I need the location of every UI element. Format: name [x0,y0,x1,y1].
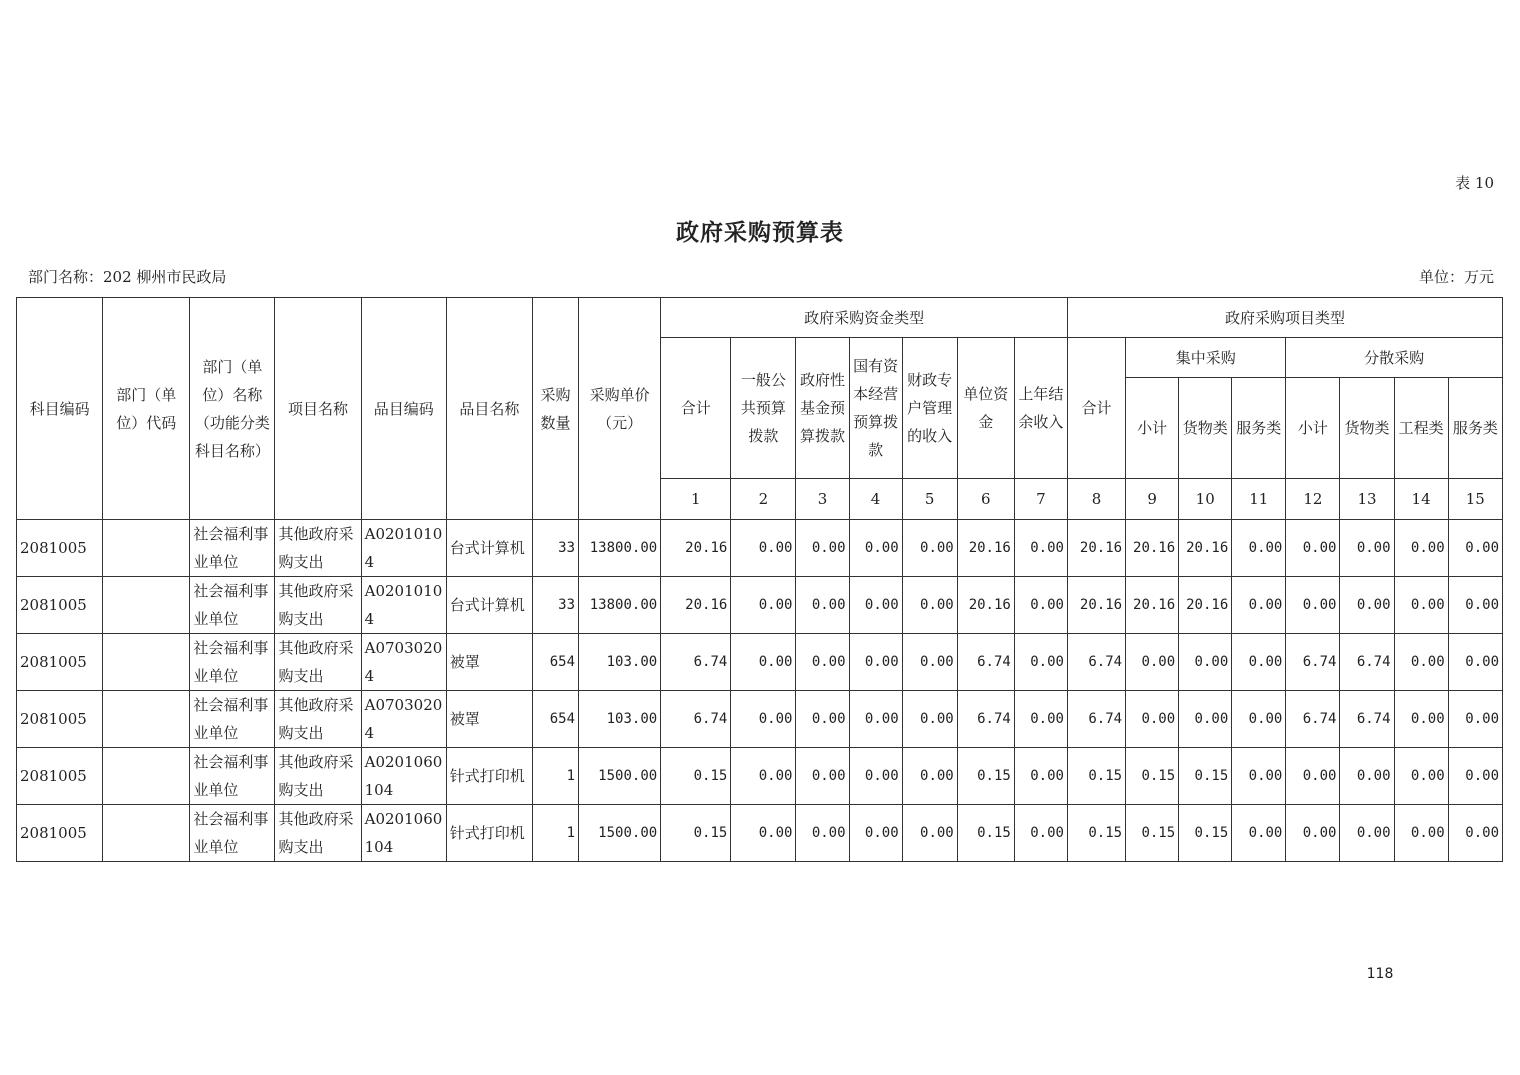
cell-col-2: 0.00 [731,634,796,691]
cell-col-15: 0.00 [1448,634,1502,691]
cell-col-1: 20.16 [661,520,731,577]
column-number: 3 [796,479,849,520]
table-header [17,298,1503,520]
cell-col-12: 0.00 [1286,805,1340,862]
cell-col-2: 0.00 [731,691,796,748]
cell-dept-name: 社会福利事业单位 [190,805,275,862]
header-dept-name: 部门（单位）名称（功能分类科目名称） [190,298,275,520]
cell-quantity: 33 [532,577,578,634]
cell-col-9: 0.00 [1126,691,1179,748]
cell-item-code: A02010104 [361,577,446,634]
cell-col-3: 0.00 [796,691,849,748]
cell-col-7: 0.00 [1014,634,1067,691]
cell-dept-code [103,748,190,805]
cell-col-5: 0.00 [902,748,957,805]
cell-col-5: 0.00 [902,577,957,634]
cell-col-2: 0.00 [731,748,796,805]
cell-col-14: 0.00 [1394,805,1448,862]
cell-col-13: 0.00 [1340,577,1394,634]
cell-col-7: 0.00 [1014,520,1067,577]
cell-col-5: 0.00 [902,634,957,691]
cell-item-name: 被罩 [446,691,532,748]
cell-item-code: A0201060104 [361,805,446,862]
column-number: 10 [1179,479,1232,520]
header-dispersed-service: 服务类 [1448,378,1502,479]
cell-col-15: 0.00 [1448,577,1502,634]
cell-subject-code: 2081005 [17,634,103,691]
cell-col-8: 20.16 [1067,520,1125,577]
cell-col-12: 0.00 [1286,520,1340,577]
cell-col-7: 0.00 [1014,691,1067,748]
unit-label: 单位：万元 [1418,268,1494,286]
cell-col-7: 0.00 [1014,748,1067,805]
header-dispersed-engineering: 工程类 [1394,378,1448,479]
column-number: 5 [902,479,957,520]
cell-dept-name: 社会福利事业单位 [190,520,275,577]
header-central-group: 集中采购 [1126,338,1286,378]
cell-item-code: A07030204 [361,691,446,748]
header-central-service: 服务类 [1232,378,1286,479]
cell-col-15: 0.00 [1448,805,1502,862]
header-fund-total: 合计 [661,338,731,479]
cell-col-8: 20.16 [1067,577,1125,634]
cell-col-4: 0.00 [849,691,902,748]
cell-col-14: 0.00 [1394,634,1448,691]
cell-dept-code [103,577,190,634]
cell-item-name: 台式计算机 [446,577,532,634]
column-number: 7 [1014,479,1067,520]
column-number: 1 [661,479,731,520]
cell-col-4: 0.00 [849,634,902,691]
cell-col-8: 6.74 [1067,691,1125,748]
header-unit-price: 采购单价（元） [579,298,661,520]
cell-col-13: 0.00 [1340,748,1394,805]
page-number: 118 [1366,966,1394,982]
cell-unit-price: 1500.00 [579,805,661,862]
table-row [17,520,1503,577]
cell-col-15: 0.00 [1448,748,1502,805]
cell-col-4: 0.00 [849,748,902,805]
header-state-capital: 国有资本经营预算拨款 [849,338,902,479]
table-row [17,577,1503,634]
header-project-type-group: 政府采购项目类型 [1067,298,1502,338]
cell-col-6: 6.74 [957,634,1014,691]
cell-dept-name: 社会福利事业单位 [190,691,275,748]
cell-col-9: 0.15 [1126,748,1179,805]
cell-col-3: 0.00 [796,520,849,577]
cell-project-name: 其他政府采购支出 [275,805,361,862]
header-last-year-balance: 上年结余收入 [1014,338,1067,479]
cell-unit-price: 13800.00 [579,577,661,634]
cell-quantity: 1 [532,805,578,862]
header-dispersed-group: 分散采购 [1286,338,1503,378]
cell-subject-code: 2081005 [17,748,103,805]
cell-col-8: 6.74 [1067,634,1125,691]
cell-col-11: 0.00 [1232,577,1286,634]
cell-dept-name: 社会福利事业单位 [190,634,275,691]
cell-project-name: 其他政府采购支出 [275,634,361,691]
header-special-account: 财政专户管理的收入 [902,338,957,479]
cell-col-6: 20.16 [957,520,1014,577]
cell-col-11: 0.00 [1232,520,1286,577]
cell-col-13: 6.74 [1340,691,1394,748]
cell-col-4: 0.00 [849,577,902,634]
cell-col-6: 20.16 [957,577,1014,634]
cell-unit-price: 103.00 [579,634,661,691]
cell-unit-price: 103.00 [579,691,661,748]
cell-col-5: 0.00 [902,691,957,748]
cell-col-9: 20.16 [1126,520,1179,577]
cell-col-6: 0.15 [957,805,1014,862]
cell-dept-code [103,805,190,862]
column-number: 8 [1067,479,1125,520]
cell-item-name: 针式打印机 [446,805,532,862]
table-number: 表 10 [1455,174,1494,192]
column-number: 11 [1232,479,1286,520]
cell-dept-name: 社会福利事业单位 [190,748,275,805]
table-row [17,634,1503,691]
cell-col-1: 6.74 [661,691,731,748]
cell-col-10: 20.16 [1179,520,1232,577]
cell-col-7: 0.00 [1014,577,1067,634]
cell-col-9: 0.00 [1126,634,1179,691]
cell-col-14: 0.00 [1394,691,1448,748]
header-proj-total: 合计 [1067,338,1125,479]
cell-dept-code [103,520,190,577]
cell-col-9: 0.15 [1126,805,1179,862]
cell-col-12: 6.74 [1286,634,1340,691]
cell-dept-code [103,691,190,748]
cell-col-5: 0.00 [902,520,957,577]
cell-project-name: 其他政府采购支出 [275,520,361,577]
cell-quantity: 654 [532,634,578,691]
cell-col-10: 0.00 [1179,691,1232,748]
cell-col-10: 0.15 [1179,748,1232,805]
cell-col-3: 0.00 [796,748,849,805]
header-item-code: 品目编码 [361,298,446,520]
header-quantity: 采购数量 [532,298,578,520]
cell-col-10: 0.15 [1179,805,1232,862]
department-line [28,266,226,287]
cell-col-1: 6.74 [661,634,731,691]
header-subject-code: 科目编码 [17,298,103,520]
cell-unit-price: 1500.00 [579,748,661,805]
cell-col-6: 0.15 [957,748,1014,805]
cell-item-code: A0201060104 [361,748,446,805]
cell-col-3: 0.00 [796,805,849,862]
cell-col-3: 0.00 [796,634,849,691]
cell-subject-code: 2081005 [17,691,103,748]
cell-quantity: 654 [532,691,578,748]
cell-col-15: 0.00 [1448,691,1502,748]
cell-col-2: 0.00 [731,520,796,577]
header-central-subtotal: 小计 [1126,378,1179,479]
cell-col-7: 0.00 [1014,805,1067,862]
cell-item-code: A07030204 [361,634,446,691]
cell-col-11: 0.00 [1232,748,1286,805]
cell-dept-code [103,634,190,691]
page-title: 政府采购预算表 [676,219,844,246]
cell-project-name: 其他政府采购支出 [275,577,361,634]
cell-col-15: 0.00 [1448,520,1502,577]
column-number: 6 [957,479,1014,520]
header-dispersed-goods: 货物类 [1340,378,1394,479]
cell-quantity: 33 [532,520,578,577]
column-number: 9 [1126,479,1179,520]
cell-subject-code: 2081005 [17,577,103,634]
cell-subject-code: 2081005 [17,805,103,862]
cell-col-13: 6.74 [1340,634,1394,691]
cell-project-name: 其他政府采购支出 [275,748,361,805]
header-general-budget: 一般公共预算拨款 [731,338,796,479]
table-row [17,805,1503,862]
cell-col-11: 0.00 [1232,805,1286,862]
header-unit-fund: 单位资金 [957,338,1014,479]
cell-col-8: 0.15 [1067,805,1125,862]
header-dispersed-subtotal: 小计 [1286,378,1340,479]
cell-col-10: 20.16 [1179,577,1232,634]
cell-col-9: 20.16 [1126,577,1179,634]
table-row [17,691,1503,748]
header-dept-code: 部门（单位）代码 [103,298,190,520]
cell-dept-name: 社会福利事业单位 [190,577,275,634]
table-row [17,748,1503,805]
cell-col-4: 0.00 [849,805,902,862]
column-number: 13 [1340,479,1394,520]
cell-col-8: 0.15 [1067,748,1125,805]
header-fund-type-group: 政府采购资金类型 [661,298,1068,338]
cell-col-14: 0.00 [1394,577,1448,634]
cell-unit-price: 13800.00 [579,520,661,577]
header-item-name: 品目名称 [446,298,532,520]
department-value: 202 柳州市民政局 [103,268,227,286]
cell-item-name: 被罩 [446,634,532,691]
procurement-budget-table [16,297,1503,862]
cell-col-2: 0.00 [731,805,796,862]
department-label: 部门名称： [28,268,104,286]
header-central-goods: 货物类 [1179,378,1232,479]
cell-col-14: 0.00 [1394,520,1448,577]
column-number: 4 [849,479,902,520]
cell-col-12: 6.74 [1286,691,1340,748]
cell-col-11: 0.00 [1232,634,1286,691]
table-body [17,520,1503,862]
cell-col-14: 0.00 [1394,748,1448,805]
column-number: 15 [1448,479,1502,520]
column-number: 14 [1394,479,1448,520]
cell-subject-code: 2081005 [17,520,103,577]
cell-item-code: A02010104 [361,520,446,577]
cell-col-6: 6.74 [957,691,1014,748]
cell-project-name: 其他政府采购支出 [275,691,361,748]
header-project-name: 项目名称 [275,298,361,520]
cell-quantity: 1 [532,748,578,805]
cell-col-12: 0.00 [1286,577,1340,634]
cell-col-13: 0.00 [1340,520,1394,577]
cell-item-name: 针式打印机 [446,748,532,805]
cell-col-12: 0.00 [1286,748,1340,805]
cell-col-1: 0.15 [661,805,731,862]
cell-col-1: 20.16 [661,577,731,634]
cell-col-5: 0.00 [902,805,957,862]
cell-col-3: 0.00 [796,577,849,634]
cell-item-name: 台式计算机 [446,520,532,577]
cell-col-1: 0.15 [661,748,731,805]
cell-col-13: 0.00 [1340,805,1394,862]
column-number: 2 [731,479,796,520]
cell-col-11: 0.00 [1232,691,1286,748]
column-number: 12 [1286,479,1340,520]
cell-col-4: 0.00 [849,520,902,577]
header-gov-fund: 政府性基金预算拨款 [796,338,849,479]
cell-col-2: 0.00 [731,577,796,634]
cell-col-10: 0.00 [1179,634,1232,691]
